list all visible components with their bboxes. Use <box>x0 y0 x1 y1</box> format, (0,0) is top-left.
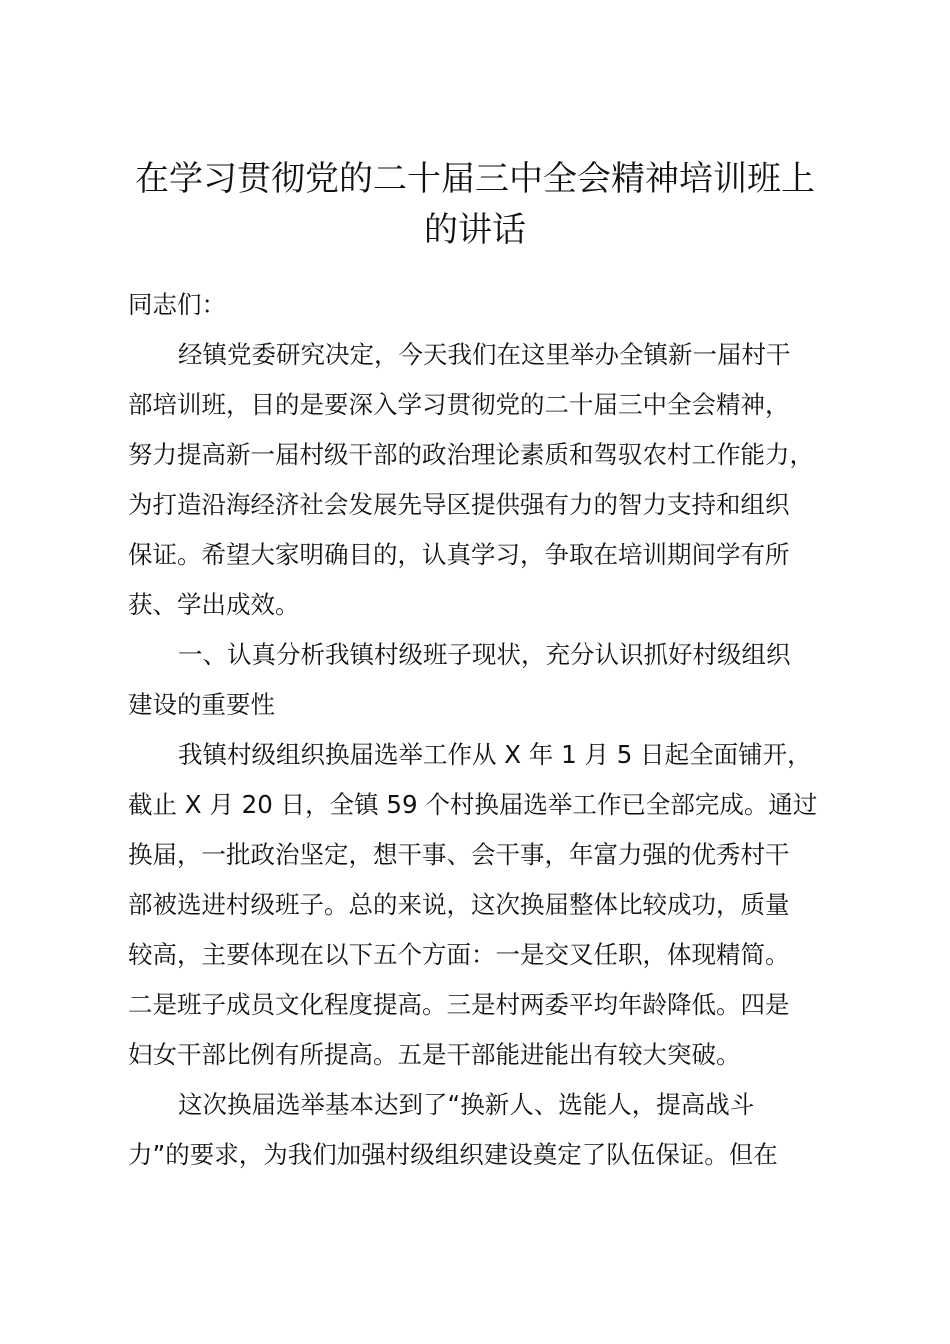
document-title-line-1: 在学习贯彻党的二十届三中全会精神培训班上 <box>135 159 815 199</box>
paragraph-line: 努力提高新一届村级干部的政治理论素质和驾驭农村工作能力， <box>128 440 814 469</box>
paragraph-line: 截止 X 月 20 日，全镇 59 个村换届选举工作已全部完成。通过 <box>128 790 818 819</box>
paragraph-line: 换届，一批政治坚定，想干事、会干事，年富力强的优秀村干 <box>128 840 790 869</box>
section-heading-line: 建设的重要性 <box>128 690 275 719</box>
paragraph-line: 部培训班，目的是要深入学习贯彻党的二十届三中全会精神， <box>128 390 790 419</box>
paragraph-line: 妇女干部比例有所提高。五是干部能进能出有较大突破。 <box>128 1040 741 1069</box>
paragraph-line: 部被选进村级班子。总的来说，这次换届整体比较成功，质量 <box>128 890 790 919</box>
section-heading-line: 一、认真分析我镇村级班子现状，充分认识抓好村级组织 <box>178 640 791 669</box>
paragraph-line: 较高，主要体现在以下五个方面：一是交叉任职，体现精简。 <box>128 940 790 969</box>
paragraph-line: 力”的要求，为我们加强村级组织建设奠定了队伍保证。但在 <box>128 1140 778 1169</box>
paragraph-line: 为打造沿海经济社会发展先导区提供强有力的智力支持和组织 <box>128 490 790 519</box>
paragraph-line: 我镇村级组织换届选举工作从 X 年 1 月 5 日起全面铺开， <box>178 740 812 769</box>
paragraph-line: 这次换届选举基本达到了“换新人、选能人，提高战斗 <box>178 1090 755 1119</box>
paragraph-line: 获、学出成效。 <box>128 590 300 619</box>
document-title-line-2: 的讲话 <box>424 210 526 250</box>
paragraph-line: 保证。希望大家明确目的，认真学习，争取在培训期间学有所 <box>128 540 790 569</box>
salutation: 同志们： <box>128 290 226 319</box>
paragraph-line: 经镇党委研究决定，今天我们在这里举办全镇新一届村干 <box>178 340 791 369</box>
paragraph-line: 二是班子成员文化程度提高。三是村两委平均年龄降低。四是 <box>128 990 790 1019</box>
